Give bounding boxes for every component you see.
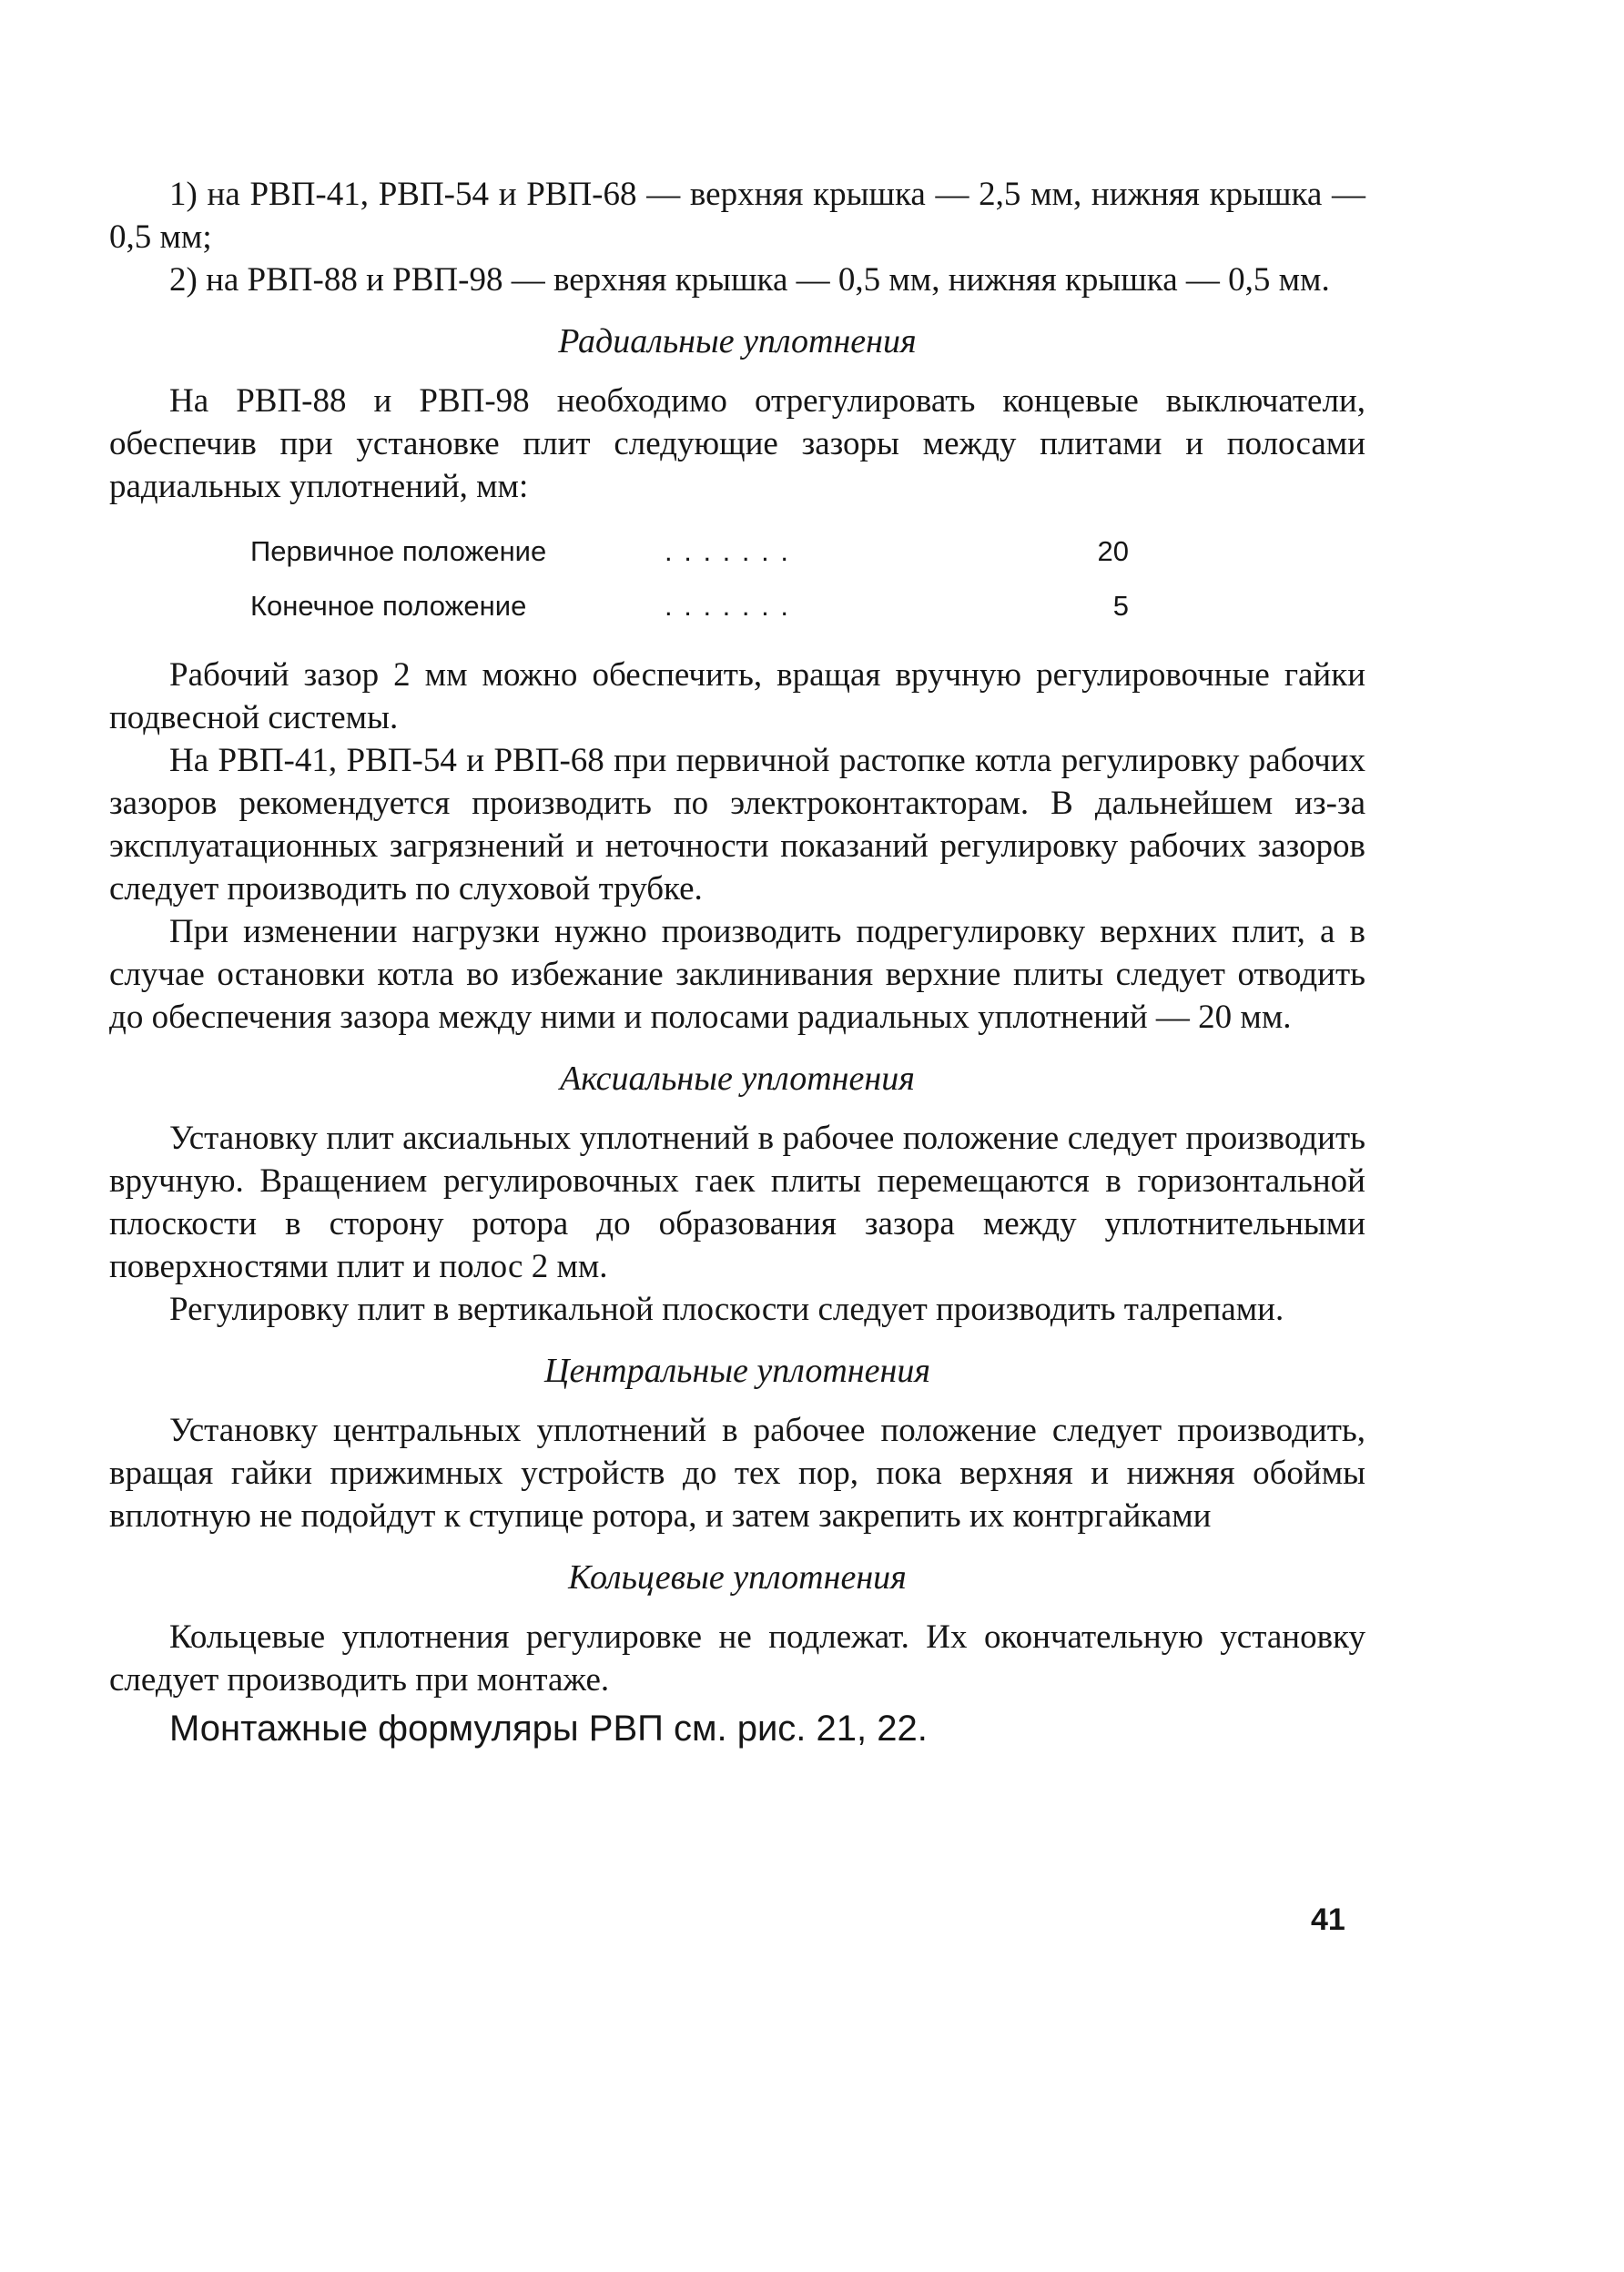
axial-paragraph-1: Установку плит аксиальных уплотнений в рабочее положение следует производить вручную. Вращением регулировочных гаек плиты перемещаются в горизонтальной плоскости в сторону ротора до образования зазора между уплотнительными поверхностями плит и полос 2 мм.	[109, 1120, 1365, 1285]
table-row-leader: . . . . . . .	[665, 590, 790, 622]
page-body	[109, 173, 1365, 1752]
axial-paragraph-2: Регулировку плит в вертикальной плоскости следует производить талрепами.	[169, 1291, 1284, 1328]
ring-paragraph-2: Монтажные формуляры РВП см. рис. 21, 22.	[169, 1709, 928, 1749]
central-paragraph-1: Установку центральных уплотнений в рабочее положение следует производить, вращая гайки прижимных устройств до тех пор, пока верхняя и нижняя обоймы вплотную не подойдут к ступице ротора, и затем закрепить их контргайками	[109, 1412, 1365, 1535]
table-row-value: 20	[1097, 535, 1129, 567]
intro-paragraph-1: 1) на РВП-41, РВП-54 и РВП-68 — верхняя крышка — 2,5 мм, нижняя крышка — 0,5 мм;	[109, 176, 1365, 256]
central-heading: Центральные уплотнения	[544, 1352, 930, 1390]
radial-heading: Радиальные уплотнения	[558, 322, 917, 360]
gap-table	[250, 524, 1161, 634]
intro-paragraph-2: 2) на РВП-88 и РВП-98 — верхняя крышка — 0,5 мм, нижняя крышка — 0,5 мм.	[169, 261, 1330, 299]
page-number: 41	[1311, 1902, 1345, 1937]
ring-paragraph-1: Кольцевые уплотнения регулировке не подлежат. Их окончательную установку следует производить при монтаже.	[109, 1618, 1365, 1699]
radial-paragraph-1: На РВП-88 и РВП-98 необходимо отрегулировать концевые выключатели, обеспечив при установке плит следующие зазоры между плитами и полосами радиальных уплотнений, мм:	[109, 382, 1365, 505]
table-row-label: Первичное положение	[250, 535, 547, 567]
table-row-value: 5	[1112, 590, 1129, 622]
table-row	[250, 524, 1161, 579]
table-row-label: Конечное положение	[250, 590, 527, 622]
table-row-leader: . . . . . . .	[665, 535, 790, 567]
radial-paragraph-4: При изменении нагрузки нужно производить подрегулировку верхних плит, а в случае остановки котла во избежание заклинивания верхние плиты следует отводить до обеспечения зазора между ними и полосами радиальных уплотнений — 20 мм.	[109, 913, 1365, 1036]
table-row	[250, 579, 1161, 634]
radial-paragraph-3: На РВП-41, РВП-54 и РВП-68 при первичной растопке котла регулировку рабочих зазоров рекомендуется производить по электроконтакторам. В дальнейшем из-за эксплуатационных загрязнений и неточности показаний регулировку рабочих зазоров следует производить по слуховой трубке.	[109, 742, 1365, 908]
ring-heading: Кольцевые уплотнения	[568, 1558, 907, 1597]
radial-paragraph-2: Рабочий зазор 2 мм можно обеспечить, вращая вручную регулировочные гайки подвесной системы.	[109, 656, 1365, 736]
axial-heading: Аксиальные уплотнения	[560, 1060, 915, 1098]
